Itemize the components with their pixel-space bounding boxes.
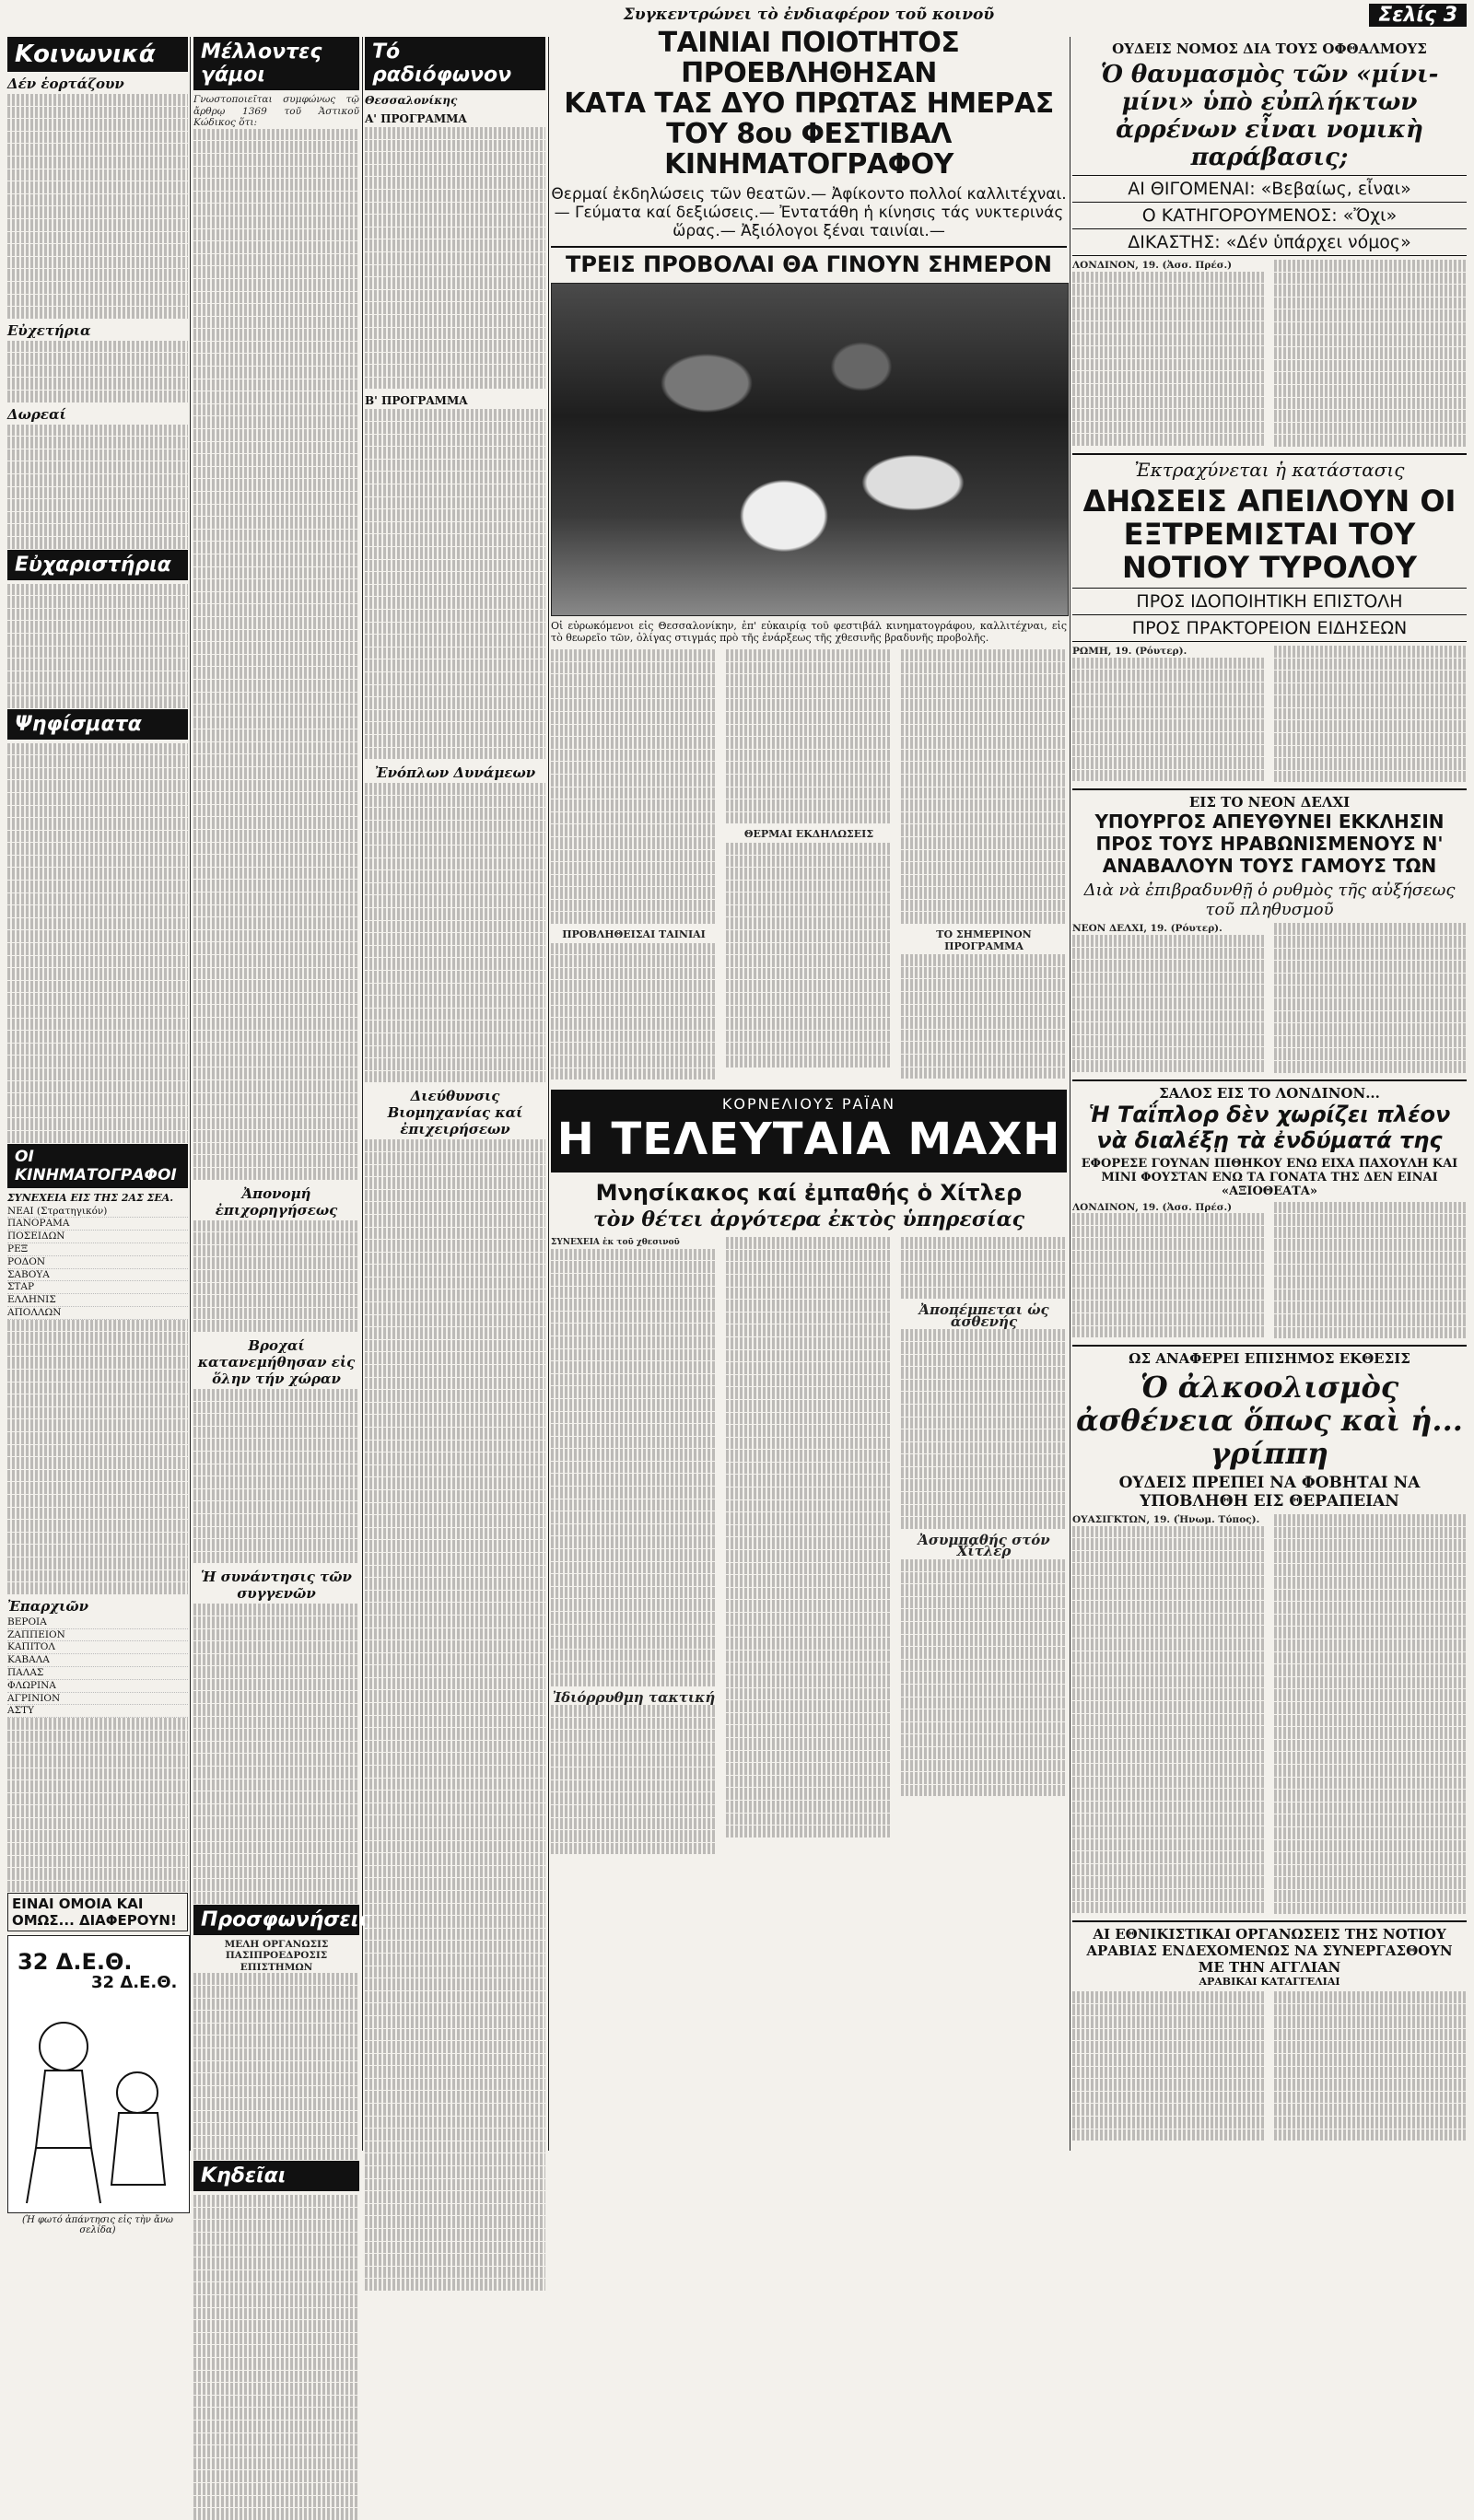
dateline: ΡΩΜΗ, 19. (Ρόυτερ). [1072,645,1187,657]
province-item: ΚΑΒΑΛΑ [7,1654,188,1667]
radio-header: Τό ραδιόφωνον [365,37,545,90]
hungary-heading: Ἀπονομή ἐπιχορηγήσεως [215,1184,338,1219]
today-program-heading: ΤΟ ΣΗΜΕΡΙΝΟΝ ΠΡΟΓΡΑΜΜΑ [936,928,1032,952]
serial-banner [551,1090,1067,1172]
serial-body [551,1237,1067,1855]
dateline: ΛΟΝΔΙΝΟΝ, 19. (Ἀσσ. Πρέσ.) [1072,260,1233,271]
cinema-item: ΡΕΞ [7,1243,188,1256]
alcohol-subheadline: ΟΥΔΕΙΣ ΠΡΕΠΕΙ ΝΑ ΦΟΒΗΤΑΙ ΝΑ ΥΠΟΒΛΗΘΗ ΕΙΣ ΘΕΡΑΠΕΙΑΝ [1118,1474,1421,1511]
page-number-badge: Σελίς 3 [1369,4,1467,27]
cinema-item: ΠΟΣΕΙΔΩΝ [7,1231,188,1243]
alcohol-text-2 [1274,1514,1467,1915]
business-heading: Διεύθυνσις Βιομηχανίας καί ἐπιχειρήσεων [387,1088,523,1138]
cinemas-text [7,1320,188,1594]
mini-line-1: ΑΙ ΘΙΓΟΜΕΝΑΙ: «Βεβαίως, εἶναι» [1072,175,1467,202]
delhi-text-2 [1274,923,1467,1073]
tyrol-sub-1: ΠΡΟΣ ΙΔΟΠΟΙΗΤΙΚΗ ΕΠΙΣΤΟΛΗ [1072,588,1467,614]
cinema-item: ΣΑΒΟΥΑ [7,1269,188,1282]
mini-body [1072,260,1467,448]
province-item: ΖΑΠΠΕΙΟΝ [7,1629,188,1642]
province-item: ΦΛΩΡΙΝΑ [7,1680,188,1693]
arabia-subheadline: ΑΡΑΒΙΚΑΙ ΚΑΤΑΓΓΕΛΙΑΙ [1199,1976,1340,1989]
delhi-text-1 [1072,923,1265,1073]
festival-text-1 [551,649,717,1080]
london-kicker: ΣΑΛΟΣ ΕΙΣ ΤΟ ΛΟΝΔΙΝΟΝ... [1072,1079,1467,1102]
serial-text-3 [901,1237,1067,1855]
festival-text-2 [726,649,892,1080]
alcohol-kicker: ΩΣ ΑΝΑΦΕΡΕΙ ΕΠΙΣΗΜΟΣ ΕΚΘΕΣΙΣ [1072,1345,1467,1367]
cinema-item: ΕΛΛΗΝΙΣ [7,1294,188,1307]
weddings-text [193,129,359,1180]
column-social [7,37,188,2236]
cartoon-label: 32 Δ.Ε.Θ. [18,1949,133,1976]
alcohol-headline: Ὁ ἀλκοολισμὸς ἀσθένεια ὅπως καὶ ἡ... γρίππη [1076,1370,1463,1472]
cartoon-caption: (Ἡ φωτό ἀπάντησις εἰς τὴν ἄνω σελίδα) [22,2215,173,2236]
provinces-list [7,1616,188,1718]
provinces-heading: Ἐπαρχιῶν [7,1597,89,1615]
armed-forces-heading: Ἐνόπλων Δυνάμεων [374,764,536,782]
cinemas-header: ΟΙ ΚΙΝΗΜΑΤΟΓΡΑΦΟΙ [7,1144,188,1188]
program-a-heading: Α' ΠΡΟΓΡΑΜΜΑ [365,112,467,125]
london-text-2 [1274,1202,1467,1340]
program-b-text [365,409,545,759]
tyrol-kicker: Ἐκτραχύνεται ἡ κατάστασις [1072,453,1467,481]
festival-text-3 [901,649,1067,1080]
province-item: ΒΕΡΟΙΑ [7,1616,188,1629]
weddings-intro: Γνωστοποιεῖται συμφώνως τῷ ἄρθρῳ 1369 τοῦ Ἀστικοῦ Κώδικος ὅτι: [193,94,359,129]
london-headline: Ἡ Ταΐπλορ δὲν χωρίζει πλέον νὰ διαλέξῃ τὰ ἐνδύματά της [1088,1101,1451,1153]
wishes-heading: Εὐχετήρια [7,321,91,339]
program-a-text [365,127,545,389]
mini-text-1 [1072,260,1265,448]
program-b-heading: Β' ΠΡΟΓΡΑΜΜΑ [365,394,468,408]
province-item: ΚΑΠΙΤΟΛ [7,1641,188,1654]
headline-line-2: ΚΑΤΑ ΤΑΣ ΔΥΟ ΠΡΩΤΑΣ ΗΜΕΡΑΣ [564,88,1054,120]
delhi-body [1072,923,1467,1073]
festival-body [551,649,1067,1080]
serial-subheadline: τὸν θέτει ἀργότερα ἐκτὸς ὑπηρεσίας [592,1208,1025,1232]
province-item: ΑΓΡΙΝΙΟΝ [7,1693,188,1706]
tyrol-text-2 [1274,646,1467,784]
gifts-heading: Δωρεαί [7,405,66,423]
funerals-header: Κηδεῖαι [193,2161,359,2191]
cinema-item: ΝΕΑΙ (Στρατηγικόν) [7,1206,188,1219]
column-weddings [193,37,371,2188]
london-text-1 [1072,1202,1265,1340]
serial-continued: ΣΥΝΕΧΕΙΑ ἐκ τοῦ χθεσινοῦ [551,1238,680,1248]
radio-station: Θεσσαλονίκης [365,94,458,107]
announcements-header: Προσφωνήσεις [193,1905,359,1935]
mini-line-3: ΔΙΚΑΣΤΗΣ: «Δέν ὑπάρχει νόμος» [1072,228,1467,256]
dateline: ΝΕΟΝ ΔΕΛΧΙ, 19. (Ρόυτερ). [1072,923,1222,935]
tyrol-body [1072,646,1467,784]
tactic-heading: Ἰδιόρρυθμη τακτική [552,1688,716,1706]
cartoon-label: 32 Δ.Ε.Θ. [91,1973,178,1993]
column-festival [551,6,1067,2151]
mini-line-2: Ο ΚΑΤΗΓΟΡΟΥΜΕΝΟΣ: «Ὄχι» [1072,202,1467,228]
column-rule [190,37,191,2151]
cinema-item: ΣΤΑΡ [7,1281,188,1294]
funerals-text [193,2195,359,2519]
kicker: Συγκεντρώνει τὸ ἐνδιαφέρον τοῦ κοινοῦ [623,6,995,24]
delhi-kicker: ΕΙΣ ΤΟ ΝΕΟΝ ΔΕΛΧΙ [1072,788,1467,811]
serial-title: Η ΤΕΛΕΥΤΑΙΑ ΜΑΧΗ [556,1114,1061,1166]
photo-caption: Οἱ εὐρωκόμενοι εἰς Θεσσαλονίκην, ἐπ' εὐκαιρίᾳ τοῦ φεστιβάλ κινηματογράφου, καλλιτέχναι, εἰς τὸ θεωρεῖο τῶν, ὀλίγας στιγμάς πρὸ τῆς ἐνάρξεως τῆς χθεσινῆς βραδυνῆς προβολῆς. [551,620,1067,644]
arabia-text-2 [1274,1991,1467,2141]
province-item: ΑΣΤΥ [7,1705,188,1718]
armed-forces-text [365,783,545,1082]
column-radio [365,37,545,2151]
tyrol-headline: ΔΗΩΣΕΙΣ ΑΠΕΙΛΟΥΝ ΟΙ ΕΞΤΡΕΜΙΣΤΑΙ ΤΟΥ ΝΟΤΙΟΥ ΤΥΡΟΛΟΥ [1082,483,1456,585]
provinces-text [7,1718,188,1892]
arabia-headline: ΑΙ ΕΘΝΙΚΙΣΤΙΚΑΙ ΟΡΓΑΝΩΣΕΙΣ ΤΗΣ ΝΟΤΙΟΥ ΑΡΑΒΙΑΣ ΕΝΔΕΧΟΜΕΝΩΣ ΝΑ ΣΥΝΕΡΓΑΣΘΟΥΝ ΜΕ ΤΗΝ ΑΓΓΛΙΑΝ [1072,1920,1467,1976]
serial-text-2 [726,1237,892,1855]
serial-author: ΚΟΡΝΕΛΙΟΥΣ ΡΑΪΑΝ [721,1095,896,1114]
delhi-headline: ΥΠΟΥΡΓΟΣ ΑΠΕΥΘΥΝΕΙ ΕΚΚΛΗΣΙΝ ΠΡΟΣ ΤΟΥΣ ΗΡΑΒΩΝΙΣΜΕΝΟΥΣ Ν' ΑΝΑΒΑΛΟΥΝ ΤΟΥΣ ΓΑΜΟΥΣ ΤΩΝ [1094,811,1445,878]
dateline: ΛΟΝΔΙΝΟΝ, 19. (Ἀσσ. Πρέσ.) [1072,1201,1233,1213]
column-rule [362,37,363,2151]
business-text [365,1139,545,2291]
cartoon-drawing [8,1936,189,2212]
subheadline: Θερμαί ἐκδηλώσεις τῶν θεατῶν.— Ἀφίκοντο πολλοί καλλιτέχναι.— Γεύματα καί δεξιώσεις.— Ἐντατάθη ἡ κίνησις τάς νυκτερινάς ὥρας.— Ἀξιόλογοι ξέναι ταινίαι.— [551,185,1067,240]
serial-text-1 [551,1237,717,1855]
cinema-item: ΑΠΟΛΛΩΝ [7,1307,188,1320]
patient-heading: Ἀποπέμπεται ὡς ἀσθενής [918,1301,1049,1330]
gifts-text [7,425,188,549]
cartoon-title: ΕΙΝΑΙ ΟΜΟΙΑ ΚΑΙ ΟΜΩΣ... ΔΙΑΦΕΡΟΥΝ! [7,1893,188,1931]
announcements-sub: ΜΕΛΗ ΟΡΓΑΝΩΣΙΣ ΠΑΣΙΠΡΟΕΔΡΟΣΙΣ ΕΠΙΣΤΗΜΩΝ [224,1938,329,1973]
festival-photo [551,283,1069,616]
announcements-text [193,1973,359,2160]
dateline: ΟΥΑΣΙΓΚΤΩΝ, 19. (Ἡνωμ. Τύπος). [1072,1514,1260,1526]
social-header: Κοινωνικά [7,37,188,72]
column-news [1072,41,1467,2151]
no-feasts-heading: Δέν ἑορτάζουν [7,76,124,92]
headline-2: ΤΡΕΙΣ ΠΡΟΒΟΛΑΙ ΘΑ ΓΙΝΟΥΝ ΣΗΜΕΡΟΝ [551,246,1067,277]
social-text [7,94,188,319]
cinema-item: ΠΑΝΟΡΑΜΑ [7,1218,188,1231]
alcohol-body [1072,1514,1467,1915]
weddings-header: Μέλλοντες γάμοι [193,37,359,90]
cartoon [7,1935,190,2213]
column-rule [548,37,549,2151]
mini-kicker: ΟΥΔΕΙΣ ΝΟΜΟΣ ΔΙΑ ΤΟΥΣ ΟΦΘΑΛΜΟΥΣ [1112,41,1427,57]
delhi-subheadline: Διὰ νὰ ἐπιβραδυνθῇ ὁ ρυθμὸς τῆς αὐξήσεως τοῦ πληθυσμοῦ [1083,881,1456,920]
alcohol-text-1 [1072,1514,1265,1915]
mini-text-2 [1274,260,1467,448]
mini-headline: Ὁ θαυμασμὸς τῶν «μίνι-μίνι» ὑπὸ εὐπλήκτων ἀρρένων εἶναι νομικὴ παράβασις; [1100,61,1439,171]
rains-text [193,1389,359,1563]
serial-headline: Μνησίκακος καί ἐμπαθής ὁ Χίτλερ [595,1180,1023,1207]
cinemas-subheader: ΣΥΝΕΧΕΙΑ ΕΙΣ ΤΗΣ 2ΑΣ ΣΕΑ. [7,1191,174,1204]
antipathy-heading: Ἀσυμπαθής στόν Χίτλερ [918,1531,1050,1560]
headline-line-1: ΤΑΙΝΙΑΙ ΠΟΙΟΤΗΤΟΣ ΠΡΟΕΒΛΗΘΗΣΑΝ [658,27,960,89]
warm-heading: ΘΕΡΜΑΙ ΕΚΔΗΛΩΣΕΙΣ [743,828,874,841]
wishes-text [7,341,188,402]
thanks-header: Εὐχαριστήρια [7,550,188,580]
cinema-list [7,1206,188,1320]
arabia-body [1072,1991,1467,2141]
meeting-heading: Ἡ συνάντησις τῶν συγγενῶν [201,1569,352,1603]
tyrol-sub-2: ΠΡΟΣ ΠΡΑΚΤΟΡΕΙΟΝ ΕΙΔΗΣΕΩΝ [1072,614,1467,642]
thanks-text [7,584,188,708]
rains-heading: Βροχαί κατανεμήθησαν εἰς ὅλην τήν χώραν [197,1337,356,1387]
london-subheadline: ΕΦΟΡΕΣΕ ΓΟΥΝΑΝ ΠΙΘΗΚΟΥ ΕΝΩ ΕΙΧΑ ΠΑΧΟΥΛΗ ΚΑΙ ΜΙΝΙ ΦΟΥΣΤΑΝ ΕΝΩ ΤΑ ΓΟΝΑΤΑ ΤΗΣ ΔΕΝ ΕΙΝΑΙ «ΑΞΙΟΘΕΑΤΑ» [1081,1156,1458,1198]
premieres-heading: ΠΡΟΒΛΗΘΕΙΣΑΙ ΤΑΙΝΙΑΙ [562,928,706,941]
votes-text [7,743,188,1143]
arabia-text-1 [1072,1991,1265,2141]
meeting-text [193,1604,359,1903]
province-item: ΠΑΛΑΣ [7,1667,188,1680]
votes-header: Ψηφίσματα [7,709,188,740]
hungary-text [193,1220,359,1332]
tyrol-text-1 [1072,646,1265,784]
cinema-item: ΡΟΔΟΝ [7,1256,188,1269]
london-body [1072,1202,1467,1340]
headline-line-3: ΤΟΥ 8ου ΦΕΣΤΙΒΑΛ ΚΙΝΗΜΑΤΟΓΡΑΦΟΥ [664,118,953,181]
